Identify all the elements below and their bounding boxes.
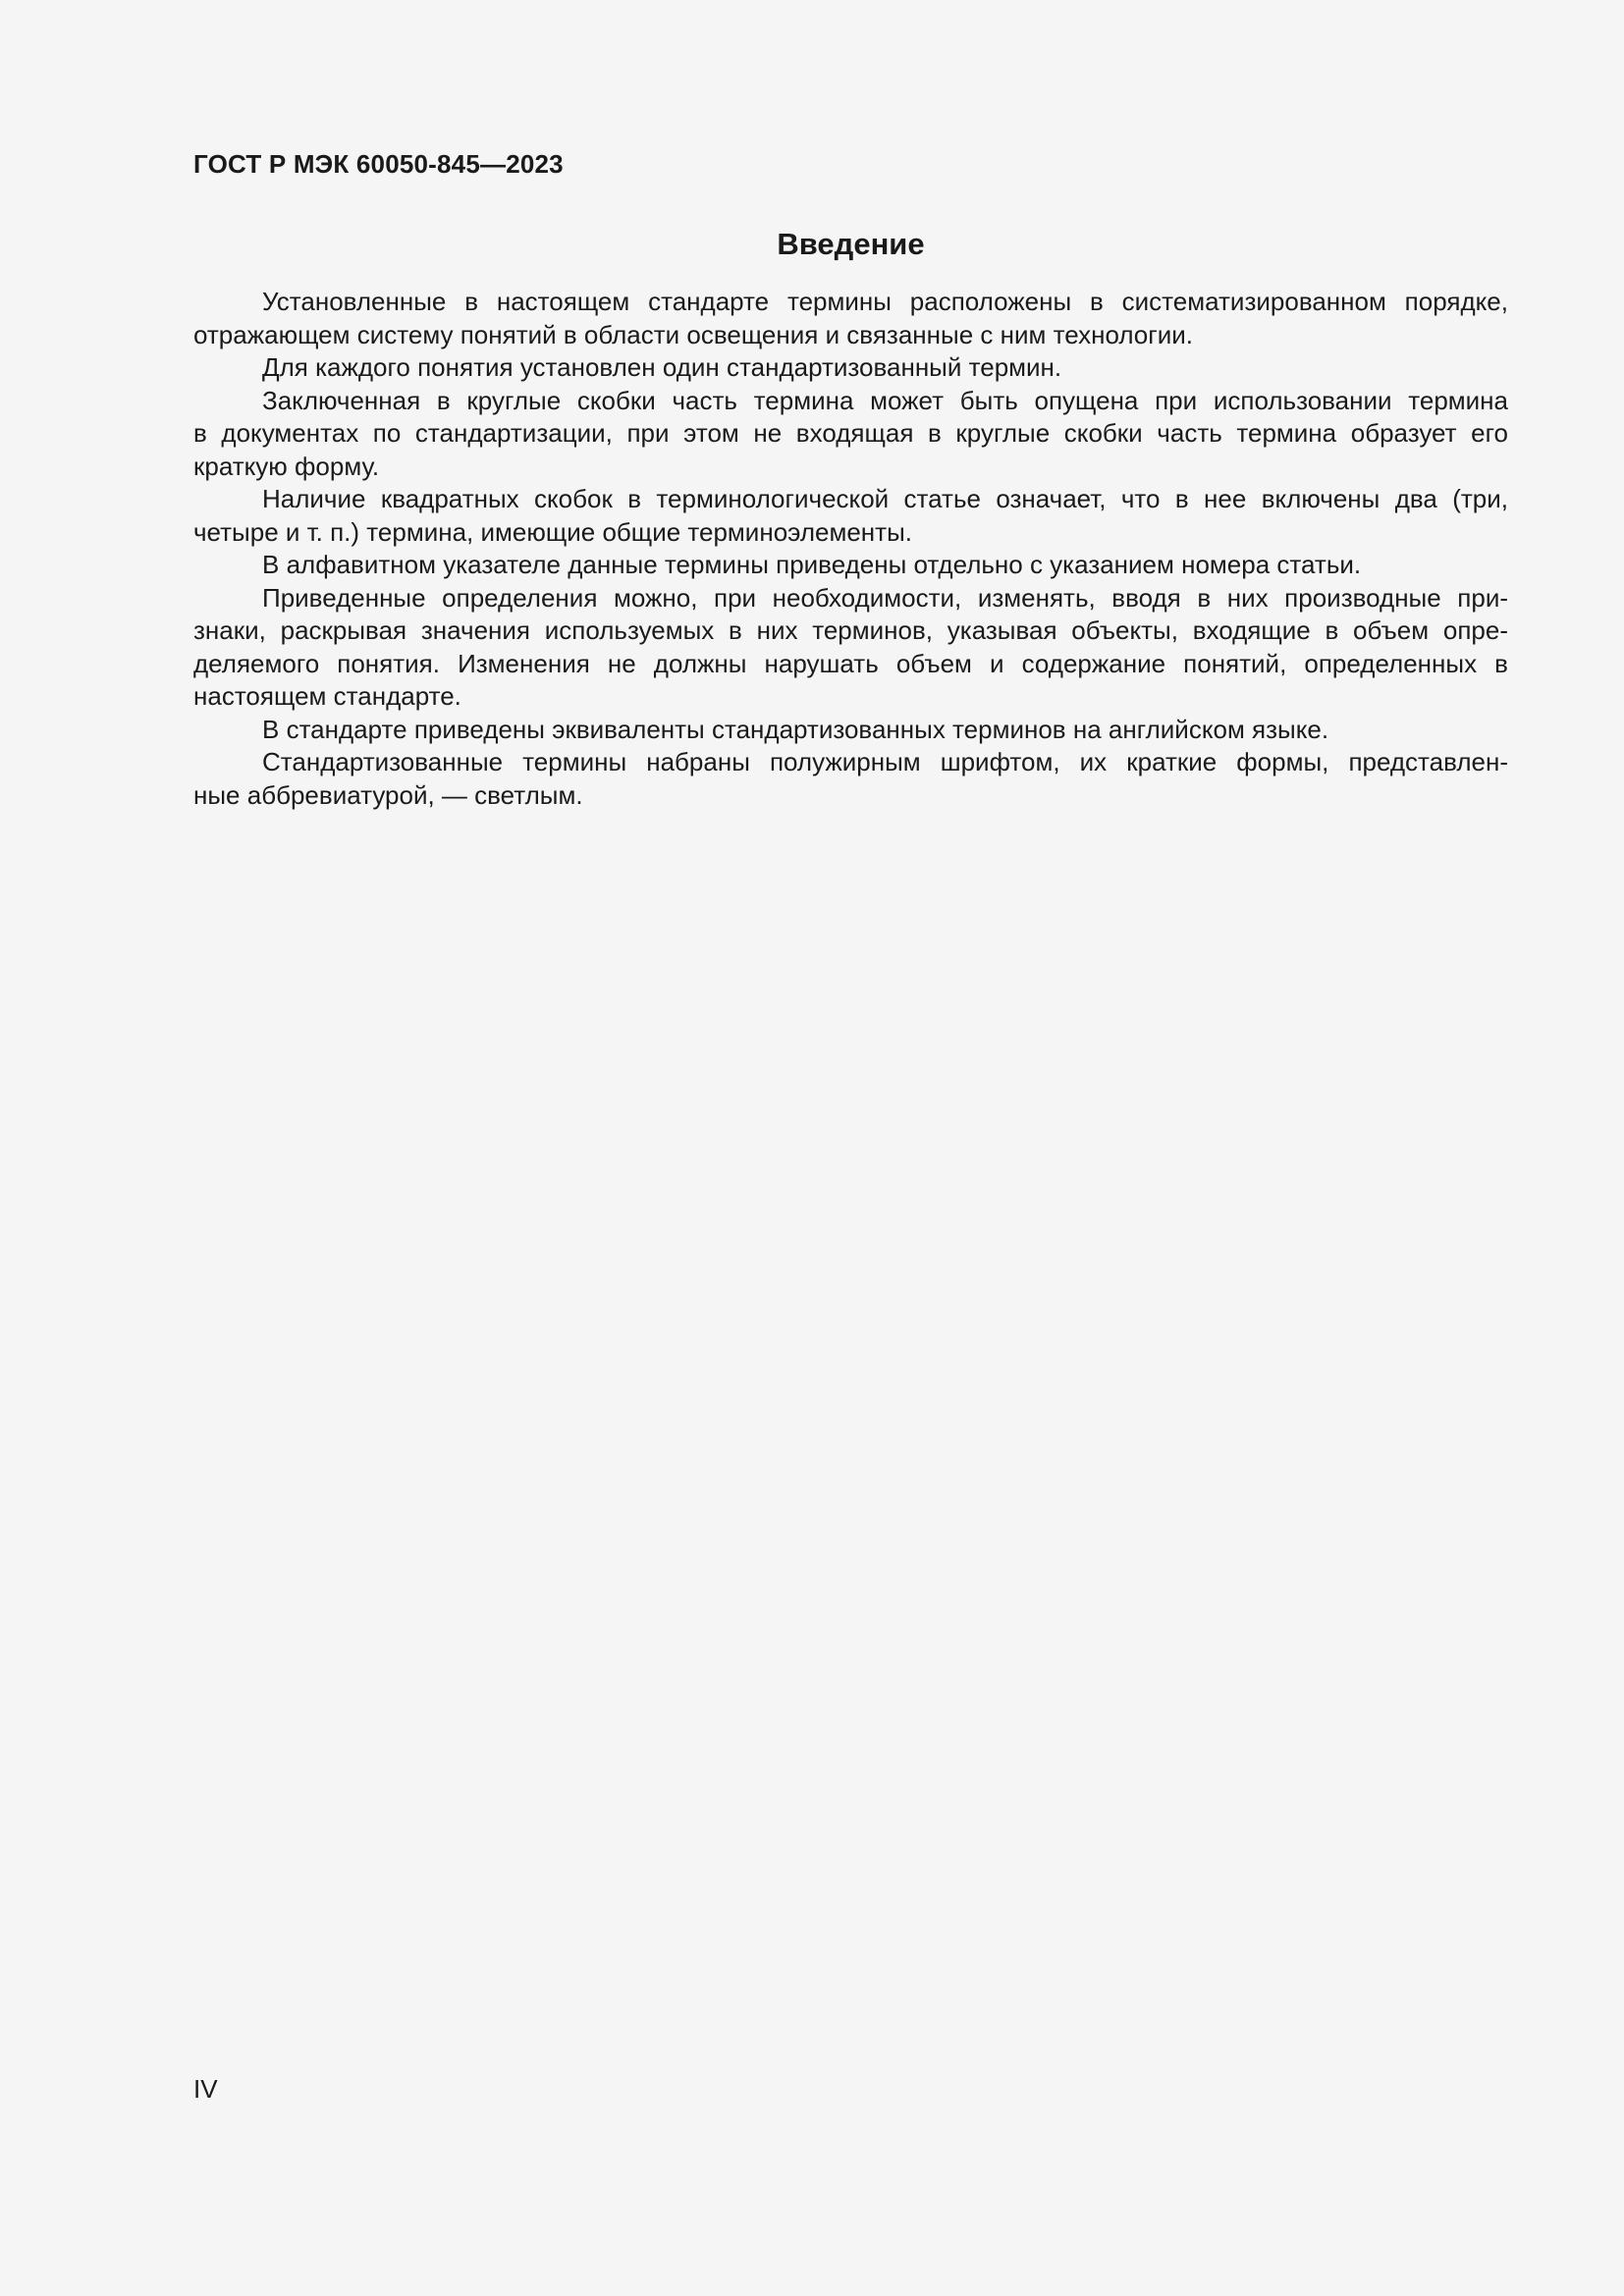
paragraph-5 bbox=[193, 549, 1508, 582]
text-line: Приведенные определения можно, при необходимости, изменять, вводя в них производные при- bbox=[262, 582, 1508, 613]
text-line: четыре и т. п.) термина, имеющие общие терминоэлементы. bbox=[193, 516, 912, 547]
text-line: Стандартизованные термины набраны полужирным шрифтом, их краткие формы, представлен- bbox=[262, 747, 1508, 776]
text-line: В алфавитном указателе данные термины приведены отдельно с указанием номера статьи. bbox=[262, 550, 1362, 579]
text-line: деляемого понятия. Изменения не должны нарушать объем и содержание понятий, определенных в bbox=[193, 648, 1508, 678]
introduction-body bbox=[193, 286, 1508, 812]
page-number: IV bbox=[193, 2074, 218, 2104]
text-line: знаки, раскрывая значения используемых в них терминов, указывая объекты, входящие в объем опре- bbox=[193, 615, 1508, 645]
text-line: Заключенная в круглые скобки часть термина может быть опущена при использовании термина bbox=[262, 385, 1508, 415]
paragraph-6 bbox=[193, 582, 1508, 714]
text-line: в документах по стандартизации, при этом не входящая в круглые скобки часть термина образует его bbox=[193, 418, 1508, 448]
text-line: Установленные в настоящем стандарте термины расположены в систематизированном порядке, bbox=[262, 287, 1508, 316]
paragraph-2 bbox=[193, 351, 1508, 385]
text-line: В стандарте приведены эквиваленты стандартизованных терминов на английском языке. bbox=[262, 714, 1329, 744]
paragraph-8 bbox=[193, 746, 1508, 812]
text-line: ные аббревиатурой, — светлым. bbox=[193, 779, 583, 810]
text-line: отражающем систему понятий в области освещения и связанные с ним технологии. bbox=[193, 319, 1194, 349]
section-title: Введение bbox=[777, 227, 925, 261]
paragraph-3 bbox=[193, 385, 1508, 484]
paragraph-7 bbox=[193, 714, 1508, 747]
text-line: краткую форму. bbox=[193, 451, 380, 481]
document-code-header: ГОСТ Р МЭК 60050-845—2023 bbox=[193, 149, 564, 179]
text-line: Наличие квадратных скобок в терминологической статье означает, что в нее включены два (три, bbox=[262, 484, 1508, 513]
text-line: Для каждого понятия установлен один стандартизованный термин. bbox=[262, 352, 1062, 382]
paragraph-1 bbox=[193, 286, 1508, 351]
text-line: настоящем стандарте. bbox=[193, 681, 461, 711]
paragraph-4 bbox=[193, 483, 1508, 549]
